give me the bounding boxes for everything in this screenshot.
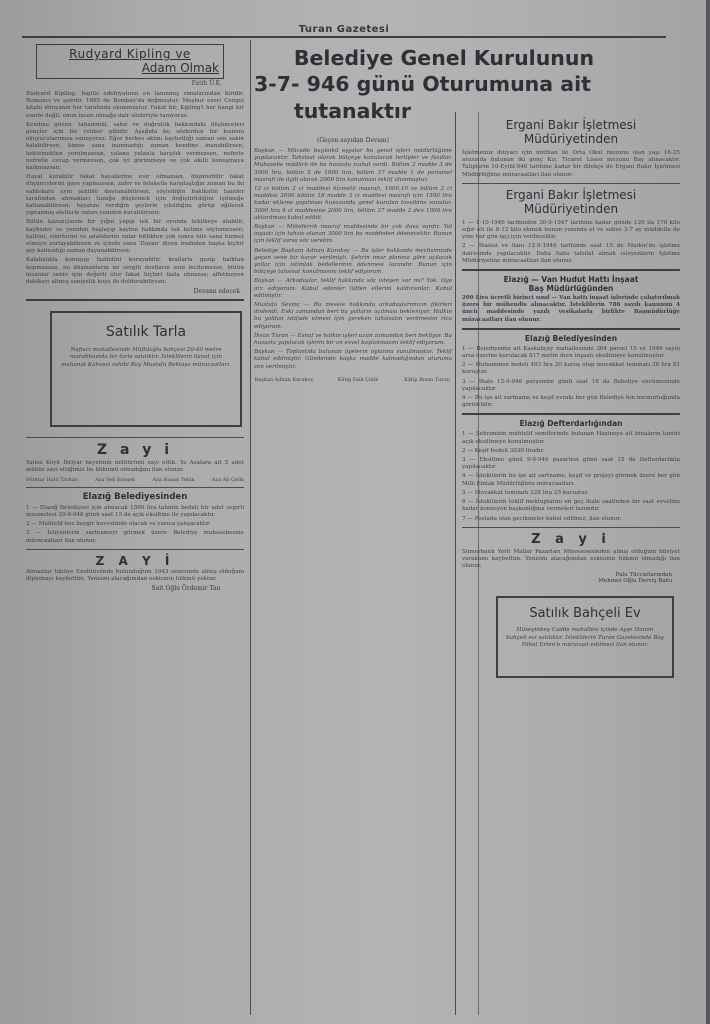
minutes-body <box>254 148 452 371</box>
ad-item: 2 — İhalesi ve ilanı 12-9-1946 tarihinde saat 15 de Maden'de işletme dairesinde yapılacaktır. Daha fazla tafsilat almak isteyenlerin İşletme Müdüriyetine müracaatları ilan olunur. <box>462 243 680 264</box>
ad-item: 1 — Şehrimizin muhtelif semtlerinde bulunan Hazineye ait binaların tamiri açık eksiltmeye konulmuştur. <box>462 431 680 445</box>
minutes-paragraph: Başkan — Mücade bugünkü eşyalar bu genel işleri müdürlüğüne yapılacaktır. Tahsisat olarak bütçeye konulacak tertipler ve fasıllar. Muhasebe müdürü de bu hususta izahat verdi. Bölüm 2 madde 3 de 3000 lira, bölüm 5 de 1000 lira, bölüm 37 madde 1 de personel masrafı ile ilgili olarak 2000 lira konulması teklif olunmuştur. <box>254 148 452 183</box>
minutes-signatures <box>254 377 452 383</box>
ad-title: Elazığ Belediyesinden <box>524 333 618 343</box>
column-left <box>26 40 244 1020</box>
zayi-body: Sümerbank Yerli Mallar Pazarları Müessesesinden almış olduğum hüviyet varakamı kaybettim. Yenisini alacağımdan eskisinin hükmü olmadığı ilan olunur. <box>462 548 680 570</box>
column-rule <box>250 40 251 1015</box>
ad-frame <box>496 596 674 678</box>
masthead: Turan Gazetesi <box>22 24 666 38</box>
divider <box>462 328 680 330</box>
ad-item: 4 — İsteklilerin bu işe ait sartname, keşif ve projeyi görmek üzere her gün Milli Emlak Müdürlüğüne müracaatları. <box>462 473 680 487</box>
ad-title: Elazığ — Van Hudut Hattı İnşaat <box>503 275 639 285</box>
ad-title: Ergani Bakır İşletmesi <box>505 118 637 132</box>
divider <box>462 527 680 528</box>
ad-title: Ergani Bakır İşletmesi <box>505 187 637 202</box>
ad-item: 2 — Keşif bedeli 3030 liradır. <box>462 447 545 454</box>
signature: Aza Hasan Tekin <box>152 476 195 483</box>
ad-title: Elazığ Defterdarlığından <box>519 419 623 429</box>
ad-item: 2 — Muhammen bedeli 493 lira 20 kuruş olup muvakkat teminatı 36 lira 81 kuruştur. <box>462 362 680 376</box>
minutes-paragraph: Başkan — Müteferrik masraf maddesinde bir çok dava vardır. Yol inşaatı için tahsis olunan 3000 lira bu maddeden ödenecektir. Bunun için teklif varsa söz verelim. <box>254 224 452 245</box>
divider <box>462 413 680 415</box>
notice-item: 3 — İstiyenlerin sartnameyi görmek üzere Belediye muhasebesine müracaatları ilan olunur. <box>26 530 244 544</box>
signature: Kâtip Faik Çelik <box>337 376 379 383</box>
article-paragraph: Bütün kazançlarını bir yığın yapıp tek bir oyunda tehlikeye atabilir, kaybeder ve yeniden başlayıp kaybın hakkında tek kelime söylemezsen; kalbini, sinirlerini ve adalelerini onlar bittikten çok sonra bile sana hizmet etmeye zorlayabilirsen ve içinde sana 'Dayan' diyen iradeden başka hiçbir şey kalmadığı zaman dayanabilirsen; <box>26 219 244 255</box>
column-rule <box>455 112 456 1015</box>
divider <box>462 269 680 271</box>
minutes-paragraph: Mustafa Sevinç — Bu mesele hakkında arkadaşlarımızın fikirleri dinlendi. Eski zamandan beri bu yolların açılması bekleniyor. Halkın bu yoldan istifade etmesi için gereken tahsisatın verilmesini rica ediyorum. <box>254 302 452 330</box>
divider <box>462 183 680 184</box>
ad-title: Satılık Bahçeli Ev <box>529 606 641 622</box>
ad-item: 7 — Postada olan gecikmeler kabul edilmez, ilan olunur. <box>462 515 622 522</box>
divider <box>26 299 244 301</box>
zayi-signature: Mehmet Oğlu Derviş Balcı <box>598 578 672 585</box>
article-paragraph: Rudyard Kipling, İngiliz edebiyatının en tanınmış simalarından biridir. Romancı ve şairdir. 1865 de Bombay'da doğmuştur. Meşhur eseri Cengel kitabı dünyanın her tarafında okunmuştur. Fakat bir, Kipling'i her hangi bir eserle değil, onun insan olmağa dair sözleriyle tanıyoruz. <box>26 91 244 119</box>
minutes-paragraph: 12 ci bölüm 2 ci maddesi hizmetli masrafı, 1000,10 ve bölüm 2 ci maddesi 2000 bölüm 18 madde 3 ci maddesi masrafı için 1500 lira kadar ekleme yapılması hususunda genel kurulun tasvibine sunulur. 3000 lira 4 ci maddesine 2000 lira, bölüm 37 madde 2 den 1000 lira aktarılması kabul edildi. <box>254 186 452 221</box>
ad-item: 6 — İsteklilerin teklif mektuplarını en geç ihale saatinden bir saat evveline kadar komisyon başkanlığına vermeleri lazımdır. <box>462 499 680 513</box>
minutes-paragraph: Belediye Başkanı Adnan Karakoç — Bu işler hakkında meclisimizde geçen sene bir karar verilmişti. Şehrin imar planına göre açılacak yollar için istimlak bedellerinin ödenmesi lazımdır. Bunun için bütçeye tahsisat konulmasını teklif ediyorum. <box>254 247 452 276</box>
ad-frame <box>50 311 242 427</box>
ad-body: 200 Lira ücretli birinci sınıf — Van hattı inşaat işlerinde çalıştırılmak üzere bir mühendis alınacaktır. İsteklilerin 786 sayılı kanunun 4 üncü maddesinde yazılı vesikalarla birlikte Başmüdürlüğe müracaatları ilan olunur. <box>462 295 680 323</box>
article-paragraph: Kalabalıkla konuşup faziletini koruyabilir, krallarla gezip halktan kopmazsan, ne düşmanların ne sevgili dostların seni incitemezse, bütün insanlar senin için değerli olur fakat hiçbiri fazla olmazsa; affetmeyen dakikayı altmış saniyelik koşu ile doldurabilirsen; <box>26 257 244 286</box>
minutes-paragraph: İhsan Turan — Esnaf ve halkın işleri uzun zamandan beri bekliyor. Bu hususta yapılacak işlerin bir an evvel başlanmasını teklif ediyorum. <box>254 332 452 347</box>
article-paragraph: Hayal kurabilir fakat hayallerine esir olmazsan, düşünebilir fakat düşüncelerini gaye yapmazsan, zafer ve felaketle karşılaştığın zaman bu iki sahtekara aynı şekilde davranabilirsen, söylediğin hakikatin hainler tarafından ahmakları tuzağa düşürmek için değiştirildiğini işitmeğe katlanabilirsen; hayatını verdiğin şeylerin yıkıldığını görüp eğilerek yıpranmış aletlerle onları yeniden kurabilirsen; <box>26 174 244 217</box>
article-paragraph: Kendine güven, tahammül, sabır ve doğruluk hakkındaki düşünceleri gençler için bir rehber gibidir. Aşağıda bu sözlerden bir kısmını okuyucularımıza sunuyoruz. Eğer herkes aklını kaybettiği zaman sen sakin kalabilirsen, kimse sana inanmadığı zaman kendine inanabilirsen, beklemekten yorulmazsan, yalana yalanla karşılık vermezsen, nefrete nefretle cevap vermezsen, çok iyi görünmeye ve çok akıllı konuşmaya kalkmazsan; <box>26 121 244 172</box>
notice-item: 1 — Elazığ Belediyesi için ahnacak 1500 lira tahmin bedeli bir adet segirli muamelesi 20-9-946 günü saat 15 de açık eksiltme ile yapılacaktır. <box>26 504 244 518</box>
zayi-signatures <box>26 477 244 483</box>
ad-item: 4 — Bu işe ait sartname ve keşif evrakı her gün Belediye fen memurluğunda görülebilir. <box>462 395 680 409</box>
zayi-body: Yalnız Köyü İhtiyar heyetinin mühürünü zayi ettik. Ye Azalara ait 5 adet mühür zayi ettiğimiz bu hükümü olmadığını ilan olunur. <box>26 460 244 474</box>
zayi-signature: Palu Tüccarlarından <box>615 572 672 579</box>
ad-item: 3 — Eksiltme günü 9-9-946 pazartesi günü saat 15 de Defterdarlıkta yapılacaktır. <box>462 457 680 471</box>
author: Fatih Ü.K. <box>191 80 222 87</box>
divider <box>26 487 244 488</box>
zayi-signature: Sait Oğlu Ördemir Tan <box>151 585 221 593</box>
signature: Aza Veli Şimşek <box>95 476 136 483</box>
ad-subtitle: Müdüriyetinden <box>523 132 619 146</box>
divider <box>26 549 244 550</box>
signature: Kâtip Ihsan Turan <box>404 376 450 383</box>
headline-line: 3-7- 946 günü Oturumuna ait <box>254 72 591 96</box>
minutes-paragraph: Başkan — Arkadaşlar, teklif hakkında söz isteyen var mı? Yok. Oya arz ediyorum. Kabul edenler lütfen ellerini kaldırsınlar. Kabul edilmiştir. <box>254 278 452 299</box>
divider <box>26 437 244 438</box>
signature: Aza Ali Çelik <box>211 476 244 483</box>
headline-line: tutanaktır <box>294 99 412 123</box>
article-subtitle: Adam Olmak <box>141 61 219 75</box>
article-body <box>26 91 244 286</box>
minutes-paragraph: Başkan — Toplantıda bulunan üyelerin oylarına sunulmuştur. Teklif kabul edilmiştir. Gündemde başka madde kalmadığından oturuma son verilmiştir. <box>254 349 452 370</box>
notice-title: Elazığ Belediyesinden <box>82 491 188 502</box>
continued-note: Devamı edecek <box>193 288 240 296</box>
ad-body: Nafıacı mahallesinde Müftüoğlu bahçesi 20-40 metre murabbaında bir tarla satılıktır. İsteklilerin ilanat için malumat Kahvesi sahibi Bay Mustafa Bektaşa müracaatları. <box>61 347 231 368</box>
zayi-title: Z a y i <box>96 442 174 459</box>
column-right <box>462 112 680 1017</box>
ad-title: Satılık Tarla <box>105 324 187 341</box>
ad-item: 1 — Belediyemiz ait Kaskalıçay mahallesinde 364 parsel 15 ve 1946 sayılı arsa üzerine kurulacak 817 metre dere inşaatı eksiltmeye konulmuştur. <box>462 345 680 360</box>
zayi-body: Almanlar tabiiye Enstitüsünde bulunduğum 1943 senesinde almış olduğum diplomayı kaybettim. Yenisini alacağımdan eskisinin hükmü yoktur. <box>26 568 244 582</box>
ad-satilik-tarla <box>26 305 244 433</box>
signature: Başkan Adnan Karakoç <box>254 376 314 383</box>
headline-line: Belediye Genel Kurulunun <box>293 46 595 70</box>
dateline: (Geçen sayıdan Devam) <box>317 137 389 144</box>
article-title: Rudyard Kipling ve <box>69 47 191 61</box>
ad-item: 3 — İhale 12-9-946 perşembe günü saat 16 da Belediye encümeninde yapılacaktır. <box>462 378 680 392</box>
ad-body: İşletmemiz ihtiyacı için imtihan ile Orta Okul mezunu olan yaşı 16-25 arasında bulunan iki genç Kız, Ticaret Lisesi mezunu Bay alınacaktır. Taliplerin 10-Eylül-946 tarihine kadar bir dilekçe ile Ergani Bakır İşletmesi Müdürlüğüne müracaatları ilan olunur. <box>462 150 680 178</box>
zayi-title: Z a y i <box>531 531 611 547</box>
article-title-box <box>36 44 224 79</box>
ad-subtitle: Baş Müdürlüğünden <box>528 284 614 294</box>
ad-body: Hüseyinbey Cadde mahallesi içinde Ayşe Hanım bahçeli evi satılıktır. İsteklilerin Turan Gazetesinde Bay Nihat Erten'e müracaat edilmesi ilan olunur. <box>506 627 664 648</box>
zayi-title: Z A Y İ <box>95 553 175 568</box>
ad-satilik-ev <box>462 590 680 686</box>
ad-item: 5 — Muvakkat teminatı 228 lira 25 kuruştur. <box>462 489 589 496</box>
ad-subtitle: Müdüriyetinden <box>523 201 619 216</box>
ad-item: 1 — 1-10-1946 tarihinden 30-9-1947 tarihine kadar günde 120 ila 170 kilo sığır eti ile 8-12 kilo ekmek bunun yanında et ve sebze 3-7 ay müddetle de yine her gün işçi için verilecektir. <box>462 219 680 241</box>
notice-item: 2 — Muhtelif bez beygir kuvvetinde olacak ve yazıca çalışacaktır. <box>26 521 211 528</box>
signature: Muhtar Halil Tarhan <box>26 476 78 483</box>
